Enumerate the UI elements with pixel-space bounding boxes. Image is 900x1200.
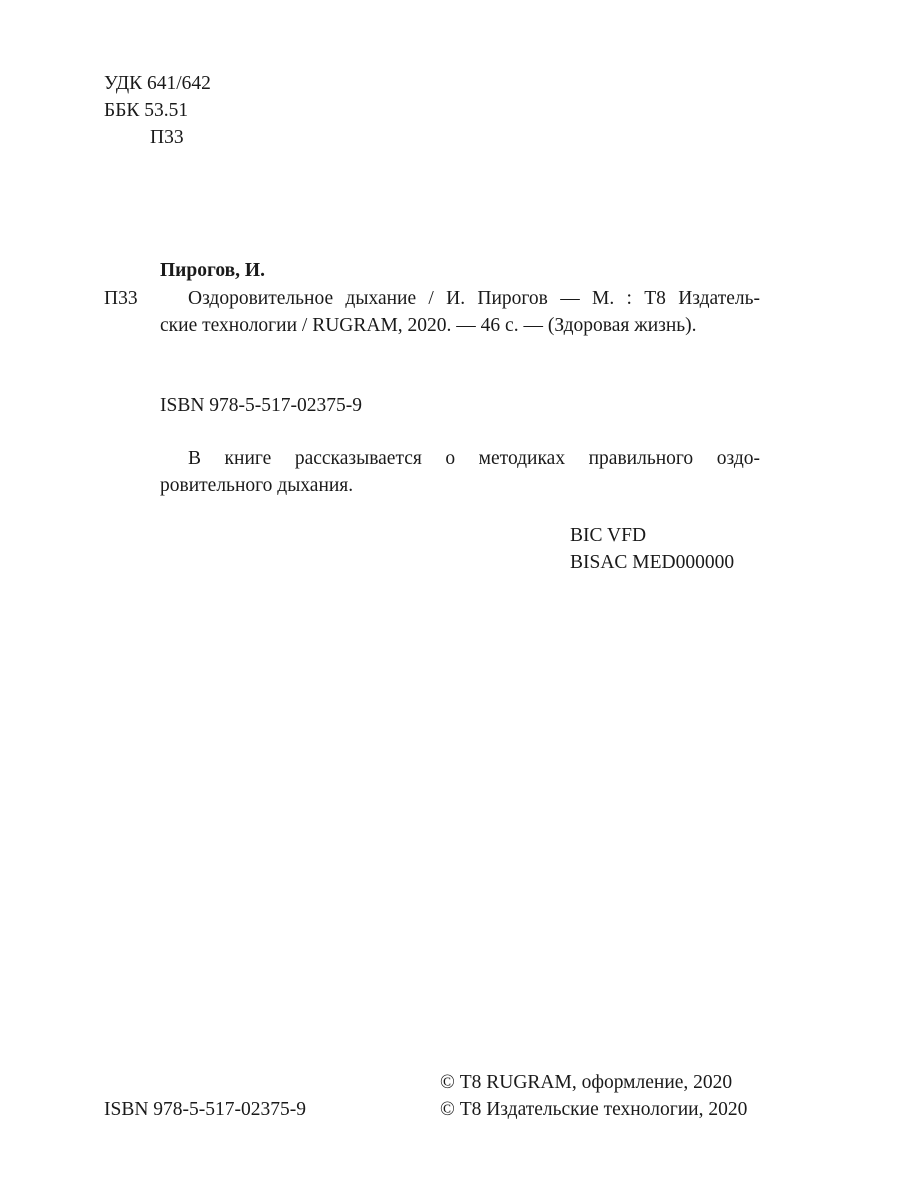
author-mark: П33 xyxy=(150,127,184,148)
subject-codes xyxy=(570,522,734,576)
annotation-line-1: В книге рассказывается о методиках правильного оздо- xyxy=(188,448,760,469)
classification-block xyxy=(104,70,211,151)
author-name: Пирогов, И. xyxy=(160,260,265,281)
copyright-line-1: © Т8 RUGRAM, оформление, 2020 xyxy=(440,1072,733,1093)
copyright-line-2: © Т8 Издательские технологии, 2020 xyxy=(440,1099,748,1120)
annotation xyxy=(160,445,760,499)
description-line-1: Оздоровительное дыхание / И. Пирогов — М. : Т8 Издатель- xyxy=(188,288,760,309)
bibliographic-description xyxy=(160,285,760,339)
footer-isbn: ISBN 978-5-517-02375-9 xyxy=(104,1099,307,1120)
description-line-2: ские технологии / RUGRAM, 2020. — 46 с. — (Здоровая жизнь). xyxy=(160,315,697,336)
isbn: ISBN 978-5-517-02375-9 xyxy=(160,395,363,416)
author-mark-code: П33 xyxy=(104,288,138,309)
annotation-line-2: ровительного дыхания. xyxy=(160,475,354,496)
udk-code: УДК 641/642 xyxy=(104,73,211,94)
bbk-code: ББК 53.51 xyxy=(104,100,189,121)
copyright-block xyxy=(440,1069,747,1123)
bisac-code: BISAC MED000000 xyxy=(570,552,735,573)
bic-code: BIC VFD xyxy=(570,525,647,546)
